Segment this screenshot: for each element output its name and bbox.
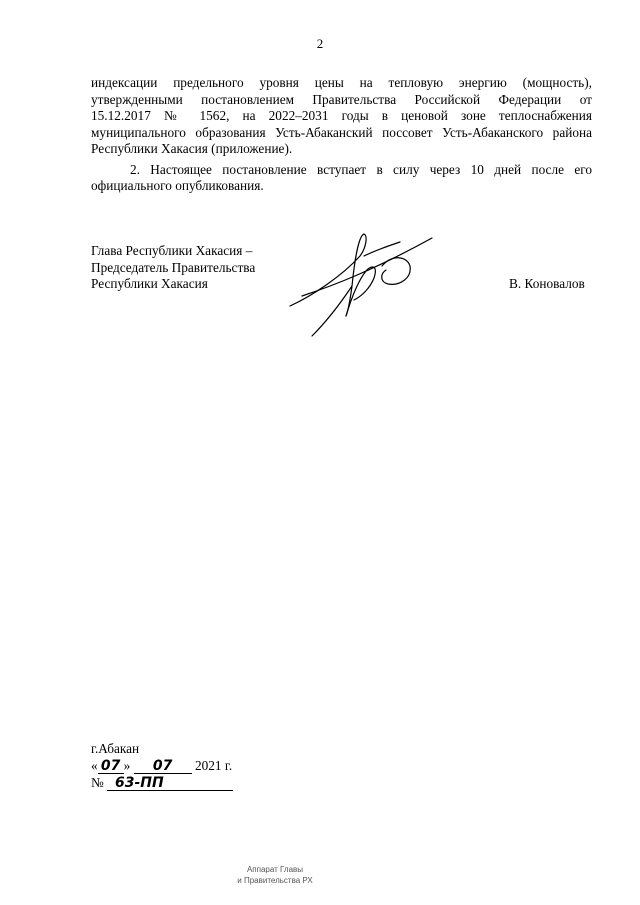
stamp-line: и Правительства РХ — [237, 876, 313, 885]
quote-close: » — [123, 758, 131, 773]
body-line: 2. Настоящее постановление вступает в силу через 10 дней после его — [130, 161, 592, 177]
stamp-line: Аппарат Главы — [246, 865, 304, 874]
signatory-title — [91, 243, 255, 293]
number-line — [91, 774, 233, 791]
office-stamp — [230, 864, 320, 886]
place-and-date — [91, 740, 233, 791]
signatory-title-line: Председатель Правительства — [91, 259, 256, 275]
body-line: утвержденными постановлением Правительства Российской Федерации от — [91, 91, 592, 107]
number-prefix: № — [91, 775, 104, 790]
signatory-name: В. Коновалов — [509, 276, 585, 291]
date-year: 2021 г. — [194, 758, 233, 773]
date-day: 07 — [98, 759, 124, 774]
city: г.Абакан — [91, 741, 140, 756]
page-number: 2 — [316, 36, 324, 51]
signatory-title-line: Глава Республики Хакасия – — [91, 243, 253, 258]
document-body — [91, 75, 592, 195]
body-line: муниципального образования Усть-Абаканский поссовет Усть-Абаканского района — [91, 124, 592, 140]
date-month: 07 — [134, 759, 192, 774]
body-line: официального опубликования. — [91, 178, 264, 193]
body-line: Республики Хакасия (приложение). — [91, 141, 293, 156]
body-line: 15.12.2017 № 1562, на 2022–2031 годы в ценовой зоне теплоснабжения — [91, 108, 592, 123]
body-line: индексации предельного уровня цены на тепловую энергию (мощность), — [91, 75, 592, 90]
document-number: 63-ПП — [107, 776, 233, 791]
date-line — [91, 757, 233, 774]
quote-open: « — [91, 758, 98, 773]
handwritten-signature — [282, 226, 442, 341]
signatory-title-line: Республики Хакасия — [91, 276, 208, 291]
